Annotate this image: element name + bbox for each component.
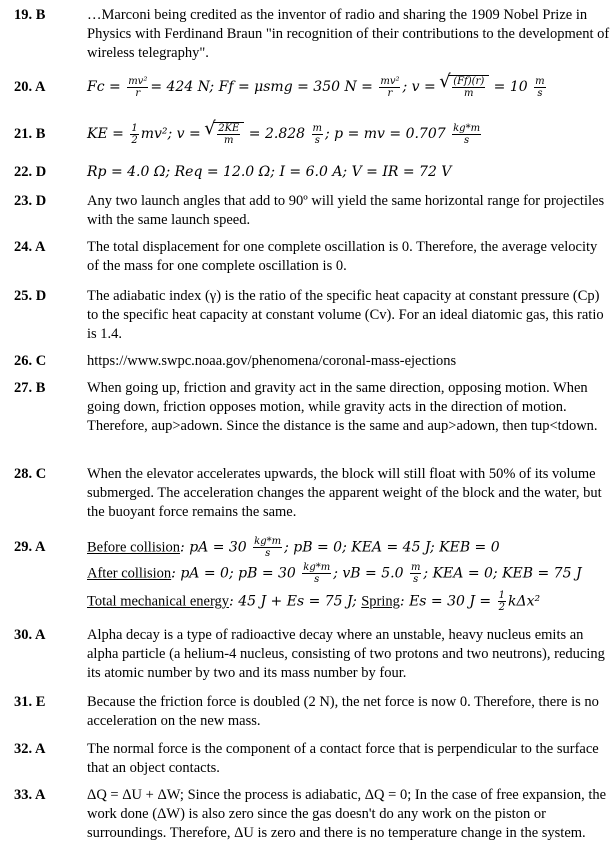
fraction: $\frac{\text{mv²}}{r}$ xyxy=(380,75,400,99)
answer-number: 22. D xyxy=(14,164,47,180)
answer-text: ΔQ = ΔU + ΔW; Since the process is adiabatic, ΔQ = 0; In the case of free expansion, the work done (ΔW) is also zero since the gas doesn't do any work on the piston or surroundings. Therefore, ΔU is zero and there is no temperature change in the system. xyxy=(87,787,607,841)
answer-number: 27. B xyxy=(14,380,46,396)
fraction: $\frac{\text{mv²}}{r}$ xyxy=(128,75,148,99)
fraction: $\frac{1}{2}$ xyxy=(131,122,138,146)
answer-text: Rp = 4.0 Ω; Req = 12.0 Ω; I = 6.0 A; V = IR = 72 V xyxy=(87,164,452,180)
answer-number: 31. E xyxy=(14,694,46,710)
sqrt: √ $\frac{(Ff)(r)}{m}$ xyxy=(448,75,489,99)
answer-number: 20. A xyxy=(14,79,46,95)
answer-number: 26. C xyxy=(14,353,47,369)
fraction: $\frac{m}{s}$ xyxy=(312,122,322,146)
answer-number: 25. D xyxy=(14,288,47,304)
fraction: $\frac{m}{s}$ xyxy=(410,562,421,585)
answer-line-2: After collision: pA = 0; pB = 30 $\frac{kg*m}{s}$ ; vB = 5.0 $\frac{m}{s}$ ; KEA = 0; KEB = 75 J xyxy=(87,562,582,585)
answer-number: 32. A xyxy=(14,741,46,757)
answer-number: 29. A xyxy=(14,539,46,555)
fraction: $\frac{kg*m}{s}$ xyxy=(303,562,331,585)
answer-text: The normal force is the component of a contact force that is perpendicular to the surface that an object contacts. xyxy=(87,741,599,776)
fraction: $\frac{kg*m}{s}$ xyxy=(254,536,282,559)
answer-number: 24. A xyxy=(14,239,46,255)
eq-ff-label: Ff = μsmg xyxy=(218,79,293,95)
answer-number: 19. B xyxy=(14,7,46,23)
answer-text: The adiabatic index (γ) is the ratio of the specific heat capacity at constant pressure (Cp) to the specific heat capacity at constant volume (Cv). For an ideal diatomic gas, this ratio is 1.4. xyxy=(87,288,604,342)
answer-link[interactable]: https://www.swpc.noaa.gov/phenomena/coronal-mass-ejections xyxy=(87,353,457,369)
answer-text: When going up, friction and gravity act in the same direction, opposing motion. When going down, friction opposes motion, while gravity acts in the direction of motion. Therefore, aup>adown. Since the distance is the same and aup>adown, then tup<tdown. xyxy=(87,380,598,434)
answer-equation: KE = $\frac{1}{2}$ mv²; v = √ $\frac{2KE}{m}$ = 2.828 $\frac{m}{s}$ ; p = mv = 0.707 $\frac{kg*m}{s}$ xyxy=(87,122,611,146)
sqrt: √ $\frac{2KE}{m}$ xyxy=(213,122,244,146)
answer-number: 33. A xyxy=(14,787,46,803)
answer-line-3: Total mechanical energy: 45 J + Es = 75 J; Spring: Es = 30 J = $\frac{1}{2}$ kΔx² xyxy=(87,590,541,613)
answer-number: 21. B xyxy=(14,126,46,142)
answer-equation: Fc = $\frac{\text{mv²}}{r}$ = 424 N; Ff = μsmg = 350 N = $\frac{\text{mv²}}{r}$ ; v = √ $\frac{(Ff)(r)}{m}$ = 10 $\frac{m}{s}$ xyxy=(87,75,611,99)
answer-text: Alpha decay is a type of radioactive decay where an unstable, heavy nucleus emits an alpha particle (a helium-4 nucleus, consisting of two protons and two neutrons), reducing its atomic number by two and its mass number by four. xyxy=(87,627,605,681)
fraction: $\frac{m}{s}$ xyxy=(535,75,545,99)
answer-text: …Marconi being credited as the inventor of radio and sharing the 1909 Nobel Prize in Physics with Ferdinand Braun "in recognition of their contributions to the development of wireless telegraphy". xyxy=(87,7,610,61)
fraction: $\frac{kg*m}{s}$ xyxy=(453,122,481,146)
answer-text: When the elevator accelerates upwards, the block will still float with 50% of its volume submerged. The acceleration changes the apparent weight of the block and the water, but the buoyant force remains the same. xyxy=(87,466,602,520)
answer-number: 30. A xyxy=(14,627,46,643)
answer-number: 28. C xyxy=(14,466,47,482)
answer-number: 23. D xyxy=(14,193,47,209)
answer-line-1: Before collision: pA = 30 $\frac{kg*m}{s}$ ; pB = 0; KEA = 45 J; KEB = 0 xyxy=(87,536,500,559)
fraction: $\frac{1}{2}$ xyxy=(498,590,505,613)
answer-text: The total displacement for one complete oscillation is 0. Therefore, the average velocity of the mass for one complete oscillation is 0. xyxy=(87,239,598,274)
eq-fc-label: Fc = xyxy=(87,79,126,95)
answer-text: Because the friction force is doubled (2 N), the net force is now 0. Therefore, there is no acceleration on the new mass. xyxy=(87,694,599,729)
answer-text: Any two launch angles that add to 90º will yield the same horizontal range for projectiles with the same launch speed. xyxy=(87,193,605,228)
